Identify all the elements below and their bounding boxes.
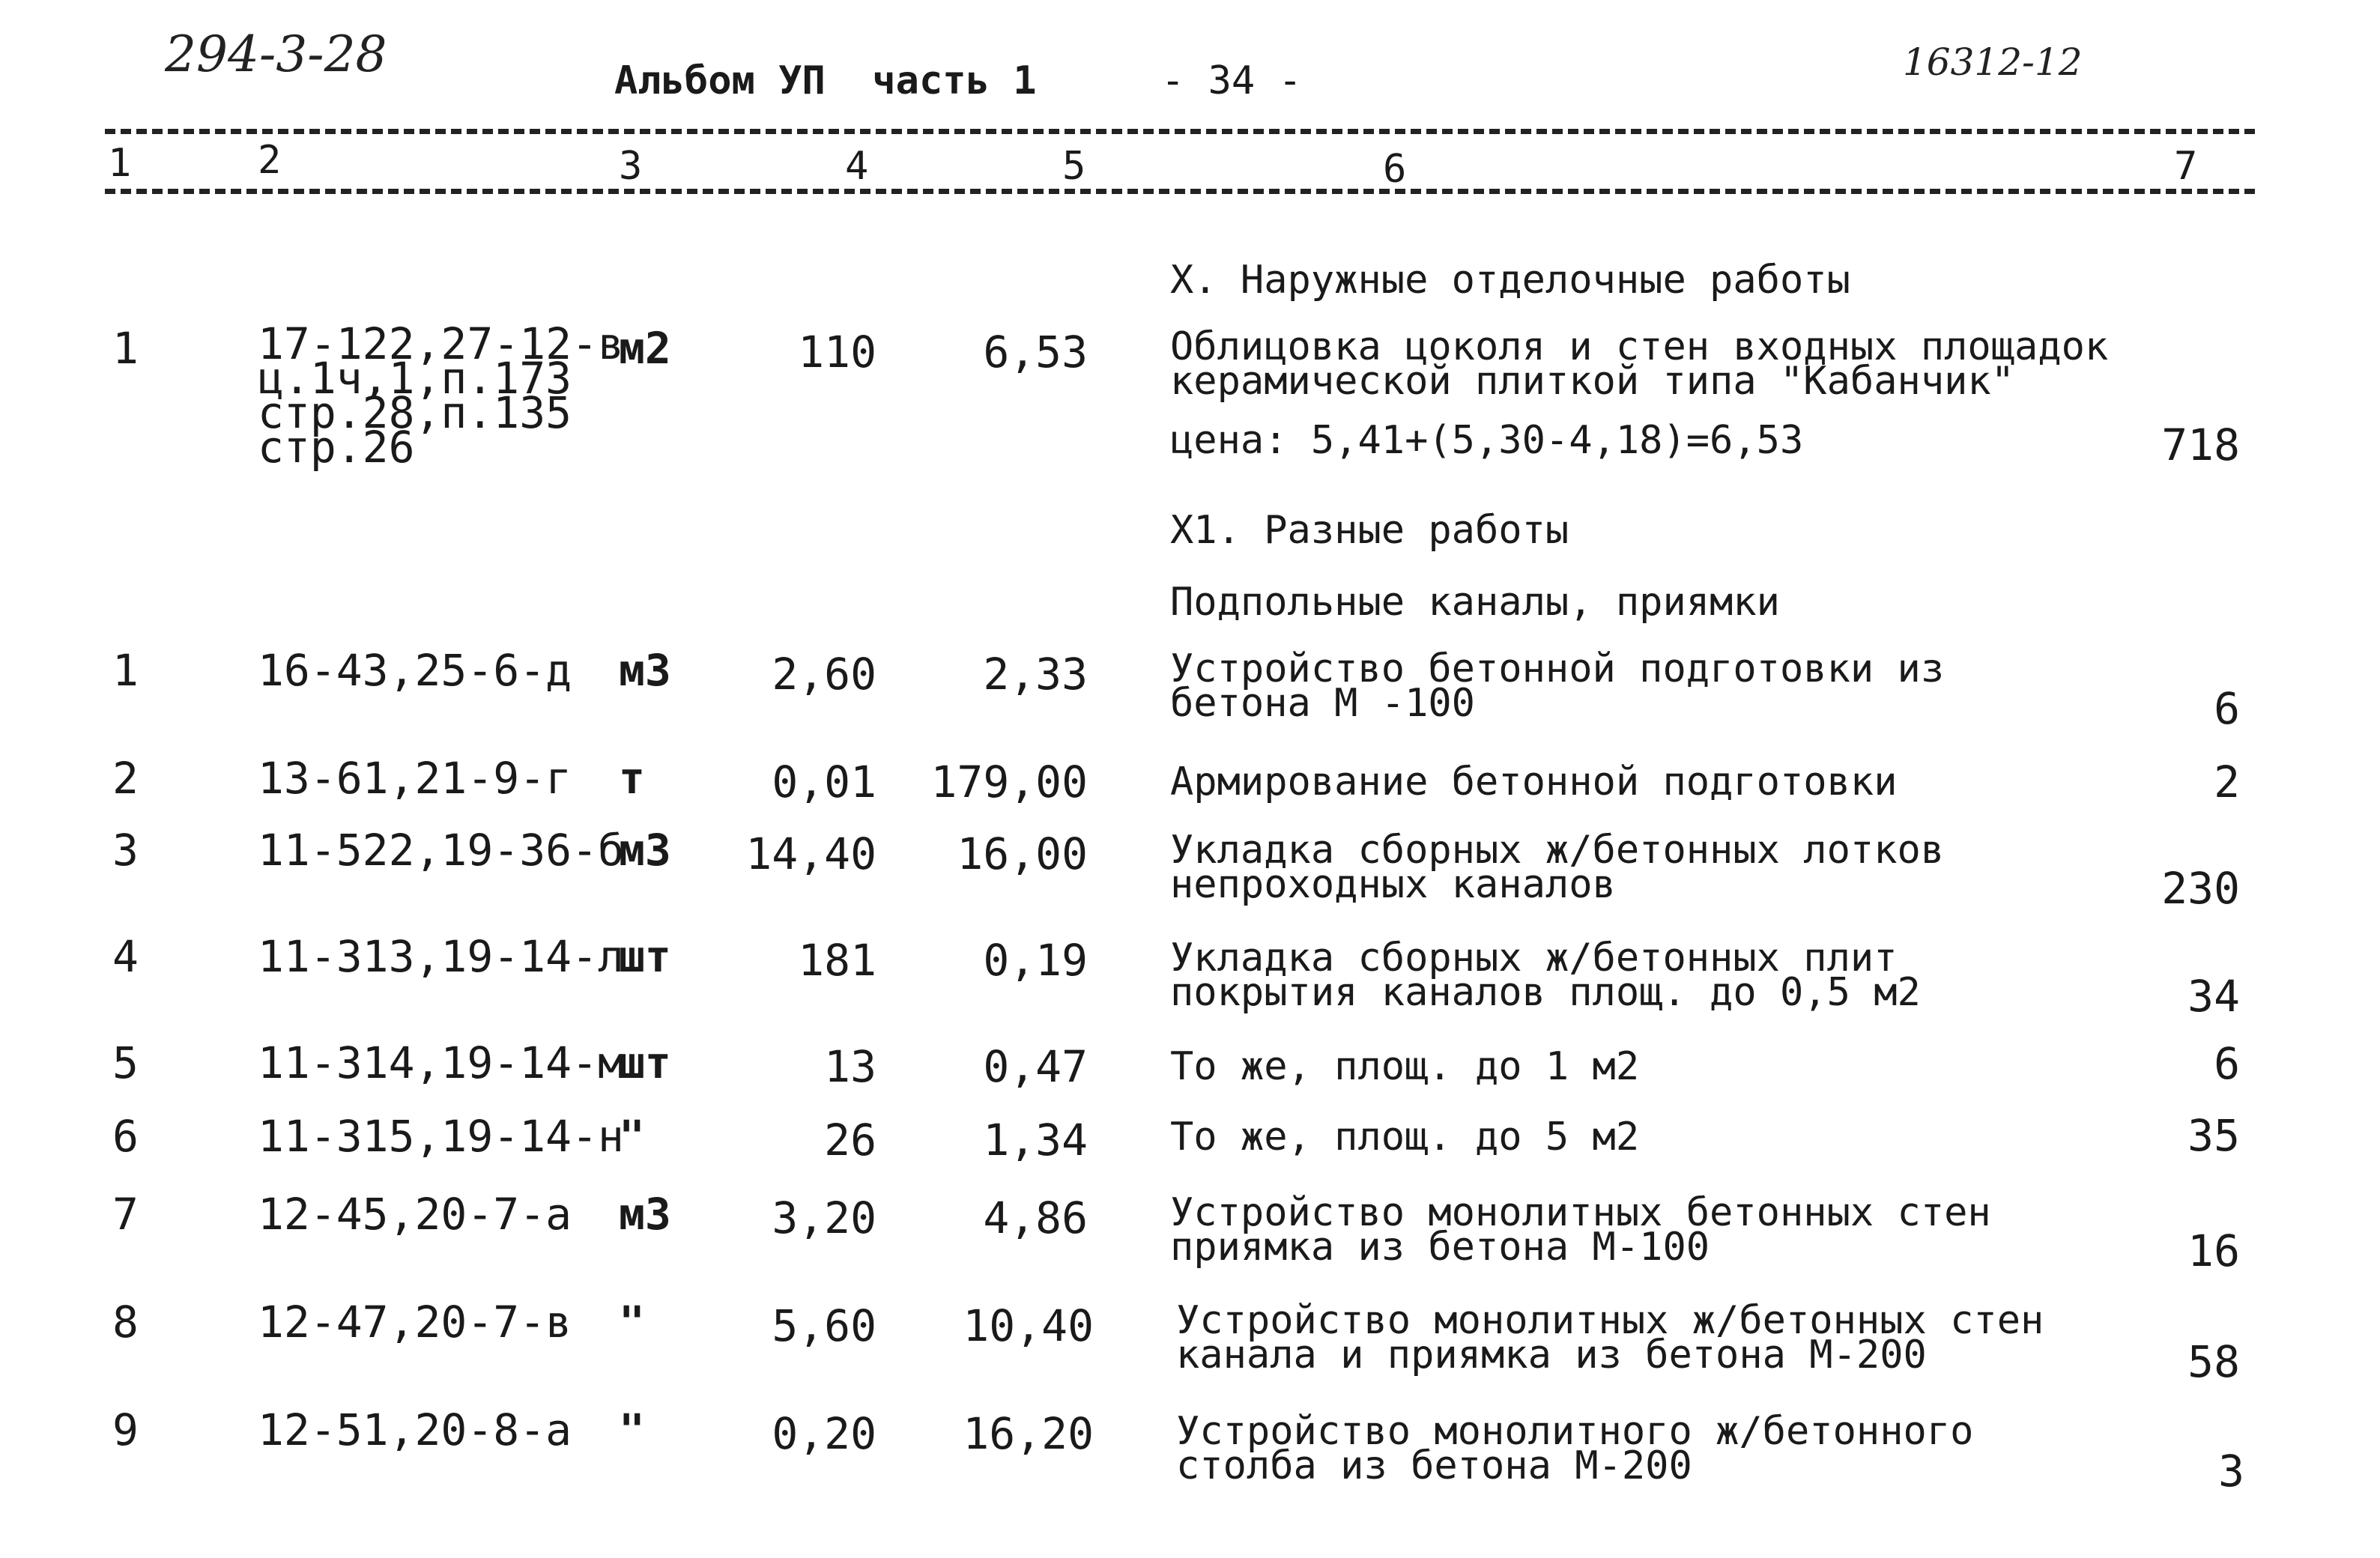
row-description: Укладка сборных ж/бетонных плит покрытия каналов площ. до 0,5 м2 — [1170, 936, 1921, 1015]
row-number: 2 — [112, 753, 139, 804]
row-unit-price: 0,19 — [983, 935, 1088, 986]
section-xi-title: X1. Разные работы — [1170, 508, 1569, 553]
registration-number: 16312-12 — [1903, 40, 2083, 84]
row-unit-price: 10,40 — [963, 1300, 1094, 1351]
row-description: Устройство монолитных бетонных стен приямка из бетона М-100 — [1170, 1190, 1991, 1270]
row-code: 12-47,20-7-в — [258, 1297, 572, 1348]
row-unit-price: 179,00 — [930, 757, 1088, 807]
header-rule-top — [105, 129, 2255, 134]
row-description: Устройство бетонной подготовки из бетона М -100 — [1170, 646, 1945, 726]
row-total: 6 — [2214, 683, 2240, 734]
header-rule-bottom — [105, 189, 2255, 194]
column-number-5: 5 — [1062, 144, 1086, 189]
row-total: 34 — [2187, 971, 2240, 1022]
row-description: Армирование бетонной подготовки — [1170, 760, 1898, 804]
row-quantity: 3,20 — [772, 1192, 876, 1243]
row-total: 6 — [2214, 1038, 2240, 1089]
row-number: 6 — [112, 1111, 139, 1162]
row-total: 58 — [2187, 1336, 2240, 1387]
row-quantity: 2,60 — [772, 649, 876, 700]
row-description: Устройство монолитных ж/бетонных стен канала и приямка из бетона М-200 — [1176, 1298, 2044, 1377]
row-description: То же, площ. до 1 м2 — [1170, 1044, 1640, 1089]
row-code: 12-51,20-8-а — [258, 1404, 572, 1455]
page-number: - 34 - — [1161, 58, 1302, 103]
row-unit: м3 — [619, 645, 671, 696]
row-description: Устройство монолитного ж/бетонного столба из бетона М-200 — [1176, 1409, 1974, 1488]
row-total: 35 — [2187, 1110, 2240, 1161]
row-unit-price: 2,33 — [983, 649, 1088, 700]
row-number: 5 — [112, 1037, 139, 1088]
row-code: 12-45,20-7-а — [258, 1189, 572, 1240]
row-description: Облицовка цоколя и стен входных площадок керамической плиткой типа "Кабанчик" — [1170, 324, 2109, 404]
row-unit: м2 — [619, 323, 671, 374]
row-number: 4 — [112, 931, 139, 982]
row-number: 8 — [112, 1297, 139, 1348]
row-description: Укладка сборных ж/бетонных лотков непроходных каналов — [1170, 828, 1945, 907]
row-unit: " — [619, 1297, 645, 1348]
column-number-3: 3 — [619, 144, 643, 189]
row-unit-price: 1,34 — [983, 1115, 1088, 1166]
row-quantity: 5,60 — [772, 1300, 876, 1351]
row-number: 7 — [112, 1189, 139, 1240]
row-quantity: 14,40 — [745, 828, 876, 879]
row-number: 1 — [112, 323, 139, 374]
row-code: 16-43,25-6-д — [258, 645, 572, 696]
row-code: 11-522,19-36-б — [258, 825, 624, 876]
section-x-title: X. Наружные отделочные работы — [1170, 258, 1850, 303]
album-title: Альбом УП часть 1 — [614, 58, 1037, 103]
row-unit-price: 16,00 — [957, 828, 1088, 879]
document-code: 294-3-28 — [165, 25, 387, 83]
row-unit: " — [619, 1404, 645, 1455]
row-unit-price: 6,53 — [983, 327, 1088, 378]
row-total: 3 — [2218, 1446, 2244, 1497]
row-unit: " — [619, 1111, 645, 1162]
column-number-2: 2 — [258, 138, 282, 183]
row-code: 13-61,21-9-г — [258, 753, 572, 804]
row-unit-price: 0,47 — [983, 1041, 1088, 1092]
row-quantity: 0,20 — [772, 1408, 876, 1459]
column-number-6: 6 — [1383, 147, 1407, 192]
row-code: 11-313,19-14-л — [258, 931, 624, 982]
row-total: 16 — [2187, 1225, 2240, 1276]
row-quantity: 13 — [824, 1041, 876, 1092]
row-code: 11-315,19-14-н — [258, 1111, 624, 1162]
section-xi-subtitle: Подпольные каналы, приямки — [1170, 580, 1780, 625]
row-unit: т — [619, 753, 645, 804]
row-total: 230 — [2161, 863, 2240, 914]
row-unit-price: 4,86 — [983, 1192, 1088, 1243]
row-number: 9 — [112, 1404, 139, 1455]
row-unit: шт — [619, 931, 671, 982]
column-number-1: 1 — [108, 141, 132, 186]
column-number-7: 7 — [2174, 144, 2198, 189]
column-number-4: 4 — [845, 144, 869, 189]
row-description: То же, площ. до 5 м2 — [1170, 1115, 1640, 1160]
row-code: 17-122,27-12-в ц.1ч,1,п.173 стр.28,п.135 стр.26 — [258, 318, 624, 473]
row-quantity: 110 — [798, 327, 876, 378]
row-number: 3 — [112, 825, 139, 876]
row-quantity: 181 — [798, 935, 876, 986]
row-number: 1 — [112, 645, 139, 696]
row-unit: м3 — [619, 1189, 671, 1240]
row-total: 718 — [2161, 419, 2240, 470]
row-code: 11-314,19-14-м — [258, 1037, 624, 1088]
row-unit: шт — [619, 1037, 671, 1088]
row-unit: м3 — [619, 825, 671, 876]
row-quantity: 26 — [824, 1115, 876, 1166]
row-unit-price: 16,20 — [963, 1408, 1094, 1459]
row-total: 2 — [2214, 757, 2240, 807]
row-price-note: цена: 5,41+(5,30-4,18)=6,53 — [1170, 418, 1804, 463]
row-quantity: 0,01 — [772, 757, 876, 807]
